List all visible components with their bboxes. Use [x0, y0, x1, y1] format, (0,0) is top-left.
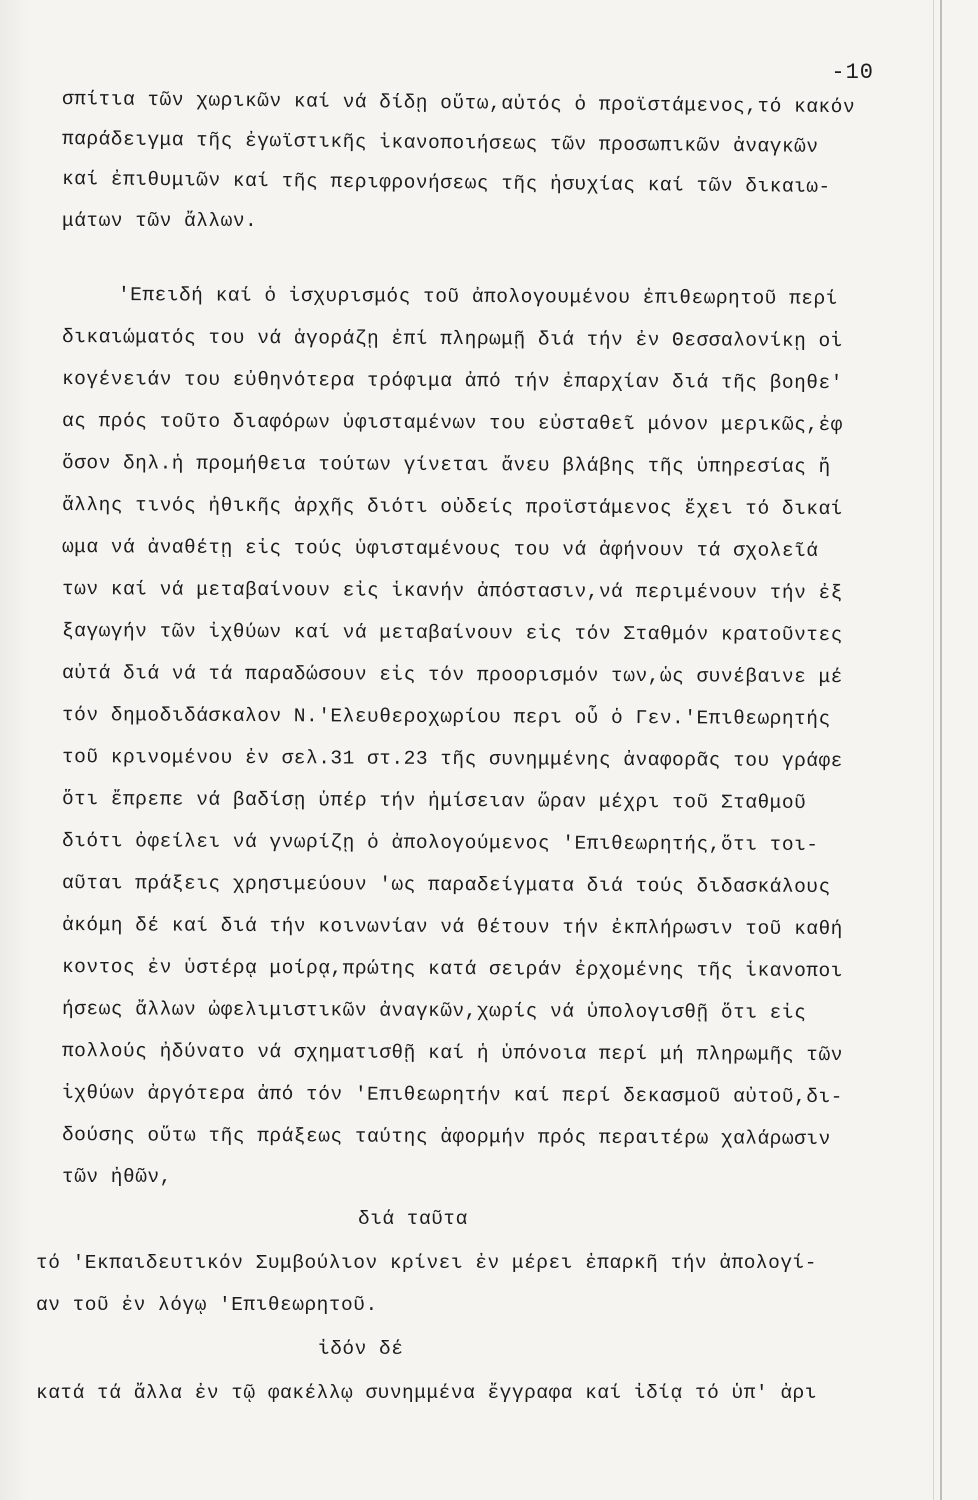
text-line: ἀκόμη δέ καί διά τήν κοινωνίαν νά θέτουν τήν ἐκπλήρωσιν τοῦ καθή — [61, 914, 843, 941]
text-line: διότι ὀφείλει νά γνωρίζῃ ὁ ἀπολογούμενος 'Επιθεωρητής,ὅτι τοι- — [61, 830, 819, 856]
text-line: ὅσον δηλ.ἡ προμήθεια τούτων γίνεται ἄνευ βλάβης τῆς ὑπηρεσίας ἤ — [61, 452, 831, 479]
text-line: κοντος ἐν ὑστέρᾳ μοίρᾳ,πρώτης κατά σειράν ἐρχομένης τῆς ἱκανοποι — [61, 956, 843, 983]
text-line: ήσεως ἄλλων ὠφελιμιστικῶν ἀναγκῶν,χωρίς νά ὑπολογισθῇ ὅτι εἰς — [61, 998, 807, 1024]
text-line: των καί νά μεταβαίνουν εἰς ἱκανήν ἀπόστασιν,νά περιμένουν τήν ἐξ — [61, 578, 843, 605]
text-line: αῦται πράξεις χρησιμεύουν 'ως παραδείγματα διά τούς διδασκάλους — [61, 872, 831, 899]
text-line: τό 'Εκπαιδευτικόν Συμβούλιον κρίνει ἐν μέρει ἐπαρκῆ τήν ἀπολογί- — [36, 1252, 817, 1274]
text-line: κατά τά ἄλλα ἐν τῷ φακέλλῳ συνημμένα ἔγγραφα καί ἰδίᾳ τό ὑπ' ἀρι — [36, 1382, 817, 1404]
text-line: τῶν ἠθῶν, — [62, 1166, 172, 1188]
page-edge-line — [940, 0, 942, 1500]
section-heading: διά ταῦτα — [358, 1208, 468, 1230]
text-line: ξαγωγήν τῶν ἰχθύων καί νά μεταβαίνουν εἰς τόν Σταθμόν κρατοῦντες — [61, 620, 843, 647]
text-line: παράδειγμα τῆς ἐγωϊστικῆς ἱκανοποιήσεως τῶν προσωπικῶν ἀναγκῶν — [61, 128, 819, 158]
text-line: ωμα νά ἀναθέτῃ εἰς τούς ὑφισταμένους του νά ἀφήνουν τά σχολεῖά — [61, 536, 819, 562]
text-line: δούσης οὕτω τῆς πράξεως ταύτης ἀφορμήν πρός περαιτέρω χαλάρωσιν — [61, 1124, 831, 1151]
text-line: σπίτια τῶν χωρικῶν καί νά δίδῃ οὕτω,αὐτός ὁ προϊστάμενος,τό κακόν — [61, 88, 856, 119]
text-line: 'Επειδή καί ὁ ἰσχυρισμός τοῦ ἀπολογουμένου ἐπιθεωρητοῦ περί — [117, 284, 838, 310]
text-line: ας πρός τοῦτο διαφόρων ὑφισταμένων του εὐσταθεῖ μόνον μερικῶς,ἐφ — [61, 410, 843, 437]
text-line: κογένειάν του εὐθηνότερα τρόφιμα ἀπό τήν ἐπαρχίαν διά τῆς βοηθε' — [61, 368, 843, 395]
text-line: αν τοῦ ἐν λόγῳ 'Επιθεωρητοῦ. — [36, 1294, 378, 1316]
text-line: ὅτι ἔπρεπε νά βαδίσῃ ὑπέρ τήν ἡμίσειαν ὥραν μέχρι τοῦ Σταθμοῦ — [61, 788, 807, 814]
page-number: -10 — [831, 60, 874, 85]
text-line: ἰχθύων ἀργότερα ἀπό τόν 'Επιθεωρητήν καί περί δεκασμοῦ αὐτοῦ,δι- — [61, 1082, 843, 1109]
section-heading: ἰδόν δέ — [318, 1338, 404, 1360]
text-line: τοῦ κρινομένου ἐν σελ.31 στ.23 τῆς συνημμένης ἀναφορᾶς του γράφε — [61, 746, 843, 773]
text-line: πολλούς ἠδύνατο νά σχηματισθῇ καί ἡ ὑπόνοια περί μή πληρωμῆς τῶν — [61, 1040, 843, 1067]
text-line: δικαιώματός του νά ἀγοράζῃ ἐπί πληρωμῇ διά τήν ἐν Θεσσαλονίκῃ οἱ — [61, 326, 843, 353]
text-line: αὐτά διά νά τά παραδώσουν εἰς τόν προορισμόν των,ὡς συνέβαινε μέ — [61, 662, 843, 689]
text-line: ἄλλης τινός ἠθικῆς ἀρχῆς διότι οὐδείς προϊστάμενος ἔχει τό δικαί — [61, 494, 843, 521]
text-line: τόν δημοδιδάσκαλον Ν.'Ελευθεροχωρίου περι οὗ ὁ Γεν.'Επιθεωρητής — [61, 704, 831, 731]
text-line: καί ἐπιθυμιῶν καί τῆς περιφρονήσεως τῆς ἡσυχίας καί τῶν δικαιω- — [61, 168, 831, 199]
text-line: μάτων τῶν ἄλλων. — [62, 210, 258, 232]
page-edge-line-secondary — [933, 0, 934, 1500]
